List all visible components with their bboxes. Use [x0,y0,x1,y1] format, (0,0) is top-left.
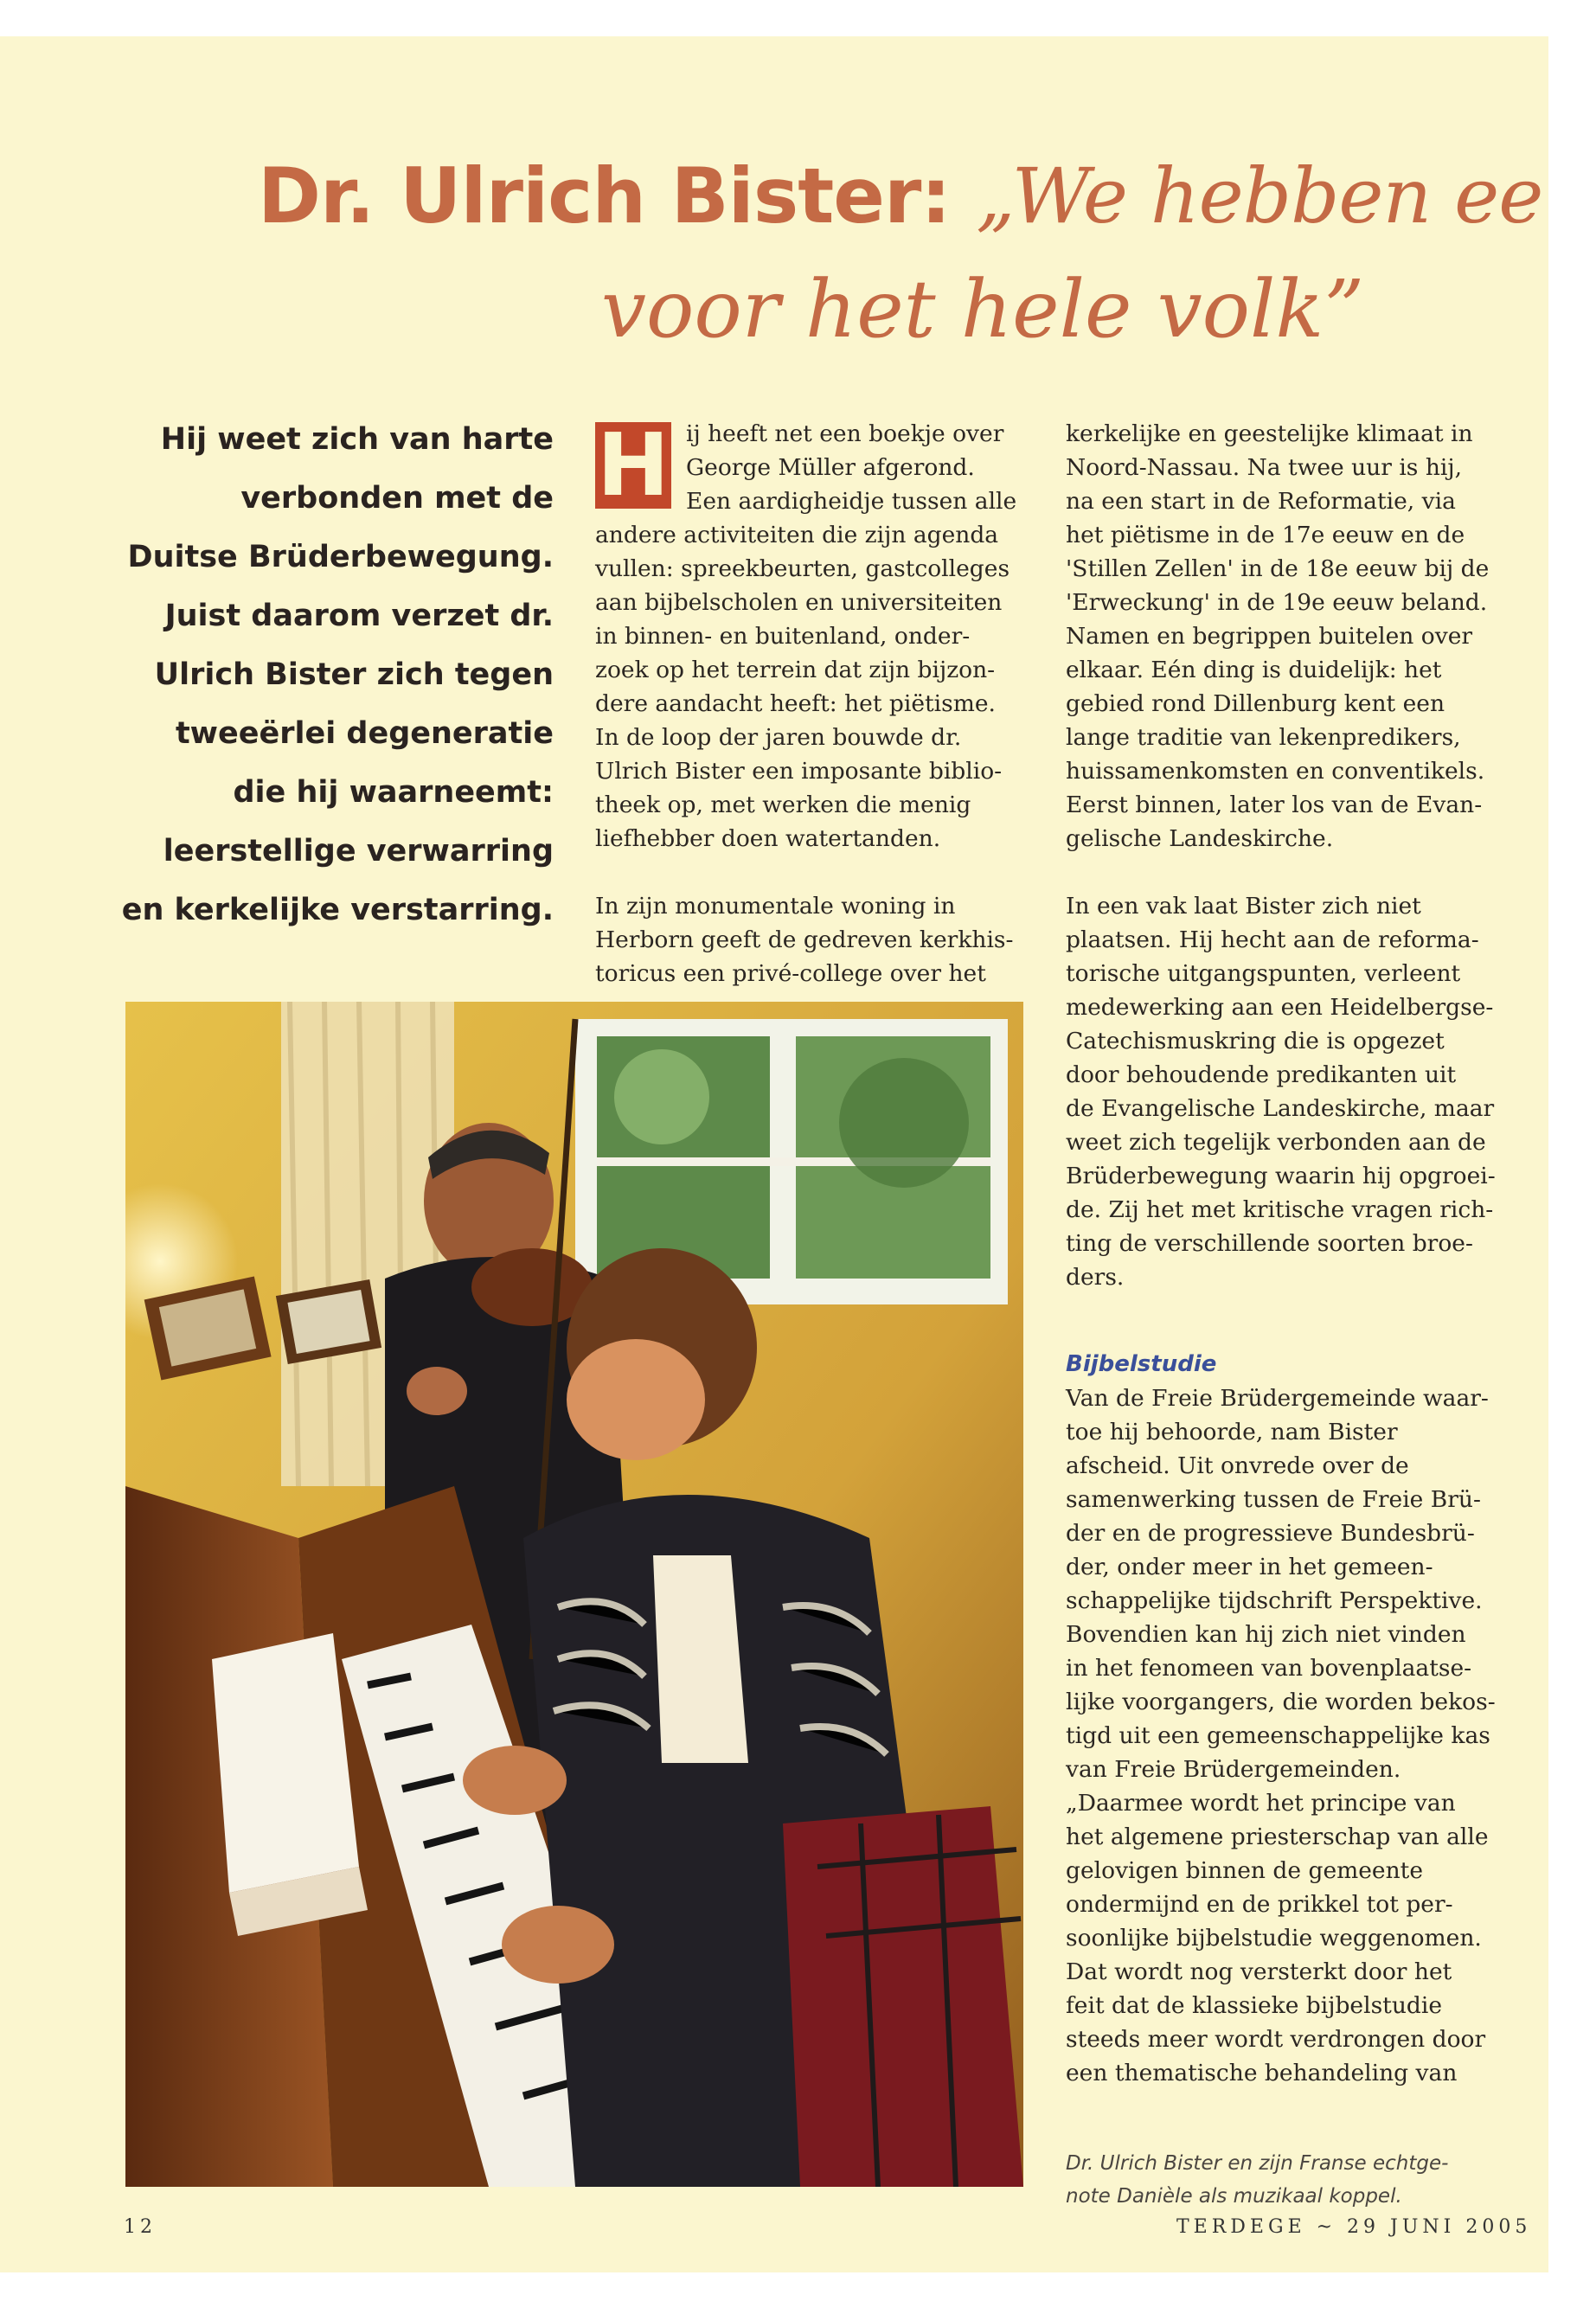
text-line: In een vak laat Bister zich niet [1066,893,1421,920]
text-line: een thematische behandeling van [1066,2060,1458,2086]
article-column-1 [595,414,1032,990]
text-line: gelovigen binnen de gemeente [1066,1857,1424,1884]
text-line: van Freie Brüdergemeinden. [1066,1756,1401,1783]
text-line: Herborn geeft de gedreven kerkhis- [595,926,1014,953]
drop-cap: H [595,422,671,509]
paragraph-5 [1066,1381,1520,2090]
text-line: 'Erweckung' in de 19e eeuw beland. [1066,589,1488,616]
text-line: liefhebber doen watertanden. [595,825,941,852]
text-line: ting de verschillende soorten broe- [1066,1230,1473,1257]
text-line: theek op, met werken die menig [595,792,971,818]
text-line: na een start in de Reformatie, via [1066,488,1456,515]
text-line: ij heeft net een boekje over [686,420,1004,447]
article-column-2 [1066,417,1520,1294]
photo-caption [1066,2147,1516,2213]
intro-lead: Hij weet zich van harte verbonden met de Duitse Brüderbewegung. Juist daarom verzet dr. Ulrich Bister zich tegen tweeërlei degeneratie die hij waarneemt: leerstellige verwarring en kerkelijke verstarring. [121,422,554,927]
text-line: samenwerking tussen de Freie Brü- [1066,1486,1481,1513]
headline-quote: „We hebben ee [976,151,1543,240]
text-line: gebied rond Dillenburg kent een [1066,690,1445,717]
text-line: in het fenomeen van bovenplaatse- [1066,1655,1472,1682]
photo-illustration [125,1002,1023,2187]
publication-line: TERDEGE ~ 29 JUNI 2005 [1176,2216,1532,2238]
text-line: vullen: spreekbeurten, gastcolleges [595,555,1010,582]
text-line: Bovendien kan hij zich niet vinden [1066,1621,1466,1648]
text-line: 'Stillen Zellen' in de 18e eeuw bij de [1066,555,1490,582]
paragraph-3 [1066,417,1520,856]
text-line: George Müller afgerond. [686,454,975,481]
text-line: ondermijnd en de prikkel tot per- [1066,1891,1453,1918]
text-line: medewerking aan een Heidelbergse- [1066,994,1494,1021]
text-line: In zijn monumentale woning in [595,893,956,920]
text-line: zoek op het terrein dat zijn bijzon- [595,657,996,683]
headline-line-2: voor het hele volk” [601,263,1365,356]
paragraph-2 [595,889,1032,990]
text-line: lijke voorgangers, die worden bekos- [1066,1689,1496,1715]
text-line: weet zich tegelijk verbonden aan de [1066,1129,1486,1156]
text-line: Van de Freie Brüdergemeinde waar- [1066,1385,1489,1412]
text-line: het piëtisme in de 17e eeuw en de [1066,522,1465,548]
text-line: „Daarmee wordt het principe van [1066,1790,1456,1817]
text-line: door behoudende predikanten uit [1066,1061,1457,1088]
text-line: gelische Landeskirche. [1066,825,1334,852]
text-line: andere activiteiten die zijn agenda [595,522,999,548]
text-line: in binnen- en buitenland, onder- [595,623,971,650]
section-subhead: Bijbelstudie [1066,1351,1217,1377]
headline-lead: Dr. Ulrich Bister: [258,151,977,240]
text-line: plaatsen. Hij hecht aan de reforma- [1066,926,1479,953]
text-line: Eerst binnen, later los van de Evan- [1066,792,1483,818]
page-number: 12 [124,2216,157,2238]
text-line: het algemene priesterschap van alle [1066,1823,1489,1850]
text-line: schappelijke tijdschrift Perspektive. [1066,1587,1483,1614]
text-line: der en de progressieve Bundesbrü- [1066,1520,1475,1547]
text-line: torische uitgangspunten, verleent [1066,960,1461,987]
text-line: de Evangelische Landeskirche, maar [1066,1095,1495,1122]
paragraph-4 [1066,889,1520,1294]
text-line: aan bijbelscholen en universiteiten [595,589,1003,616]
text-line: feit dat de klassieke bijbelstudie [1066,1992,1443,2019]
text-line: steeds meer wordt verdrongen door [1066,2026,1486,2053]
text-line: tigd uit een gemeenschappelijke kas [1066,1722,1490,1749]
text-line: Brüderbewegung waarin hij opgroei- [1066,1163,1496,1189]
text-line: Catechismuskring die is opgezet [1066,1028,1445,1054]
text-line: Namen en begrippen buitelen over [1066,623,1473,650]
text-line: afscheid. Uit onvrede over de [1066,1452,1409,1479]
text-line: kerkelijke en geestelijke klimaat in [1066,420,1473,447]
text-line: In de loop der jaren bouwde dr. [595,724,962,751]
caption-line: Dr. Ulrich Bister en zijn Franse echtge- [1066,2152,1449,2175]
text-line: Een aardigheidje tussen alle [686,488,1017,515]
photo-couple-making-music [125,1002,1023,2187]
text-line: soonlijke bijbelstudie weggenomen. [1066,1925,1482,1952]
text-line: elkaar. Eén ding is duidelijk: het [1066,657,1442,683]
text-line: der, onder meer in het gemeen- [1066,1554,1433,1580]
text-line: huissamenkomsten en conventikels. [1066,758,1485,785]
text-line: toricus een privé-college over het [595,960,986,987]
text-line: de. Zij het met kritische vragen rich- [1066,1196,1494,1223]
magazine-page [0,36,1548,2272]
text-line: ders. [1066,1264,1125,1291]
caption-line: note Danièle als muzikaal koppel. [1066,2185,1402,2208]
text-line: lange traditie van lekenpredikers, [1066,724,1461,751]
text-line: Ulrich Bister een imposante biblio- [595,758,1003,785]
article-column-3 [1066,1348,1520,2090]
text-line: Dat wordt nog versterkt door het [1066,1958,1452,1985]
text-line: toe hij behoorde, nam Bister [1066,1419,1398,1445]
text-line: Noord-Nassau. Na twee uur is hij, [1066,454,1463,481]
text-line: dere aandacht heeft: het piëtisme. [595,690,996,717]
headline-line-1 [258,151,1542,240]
